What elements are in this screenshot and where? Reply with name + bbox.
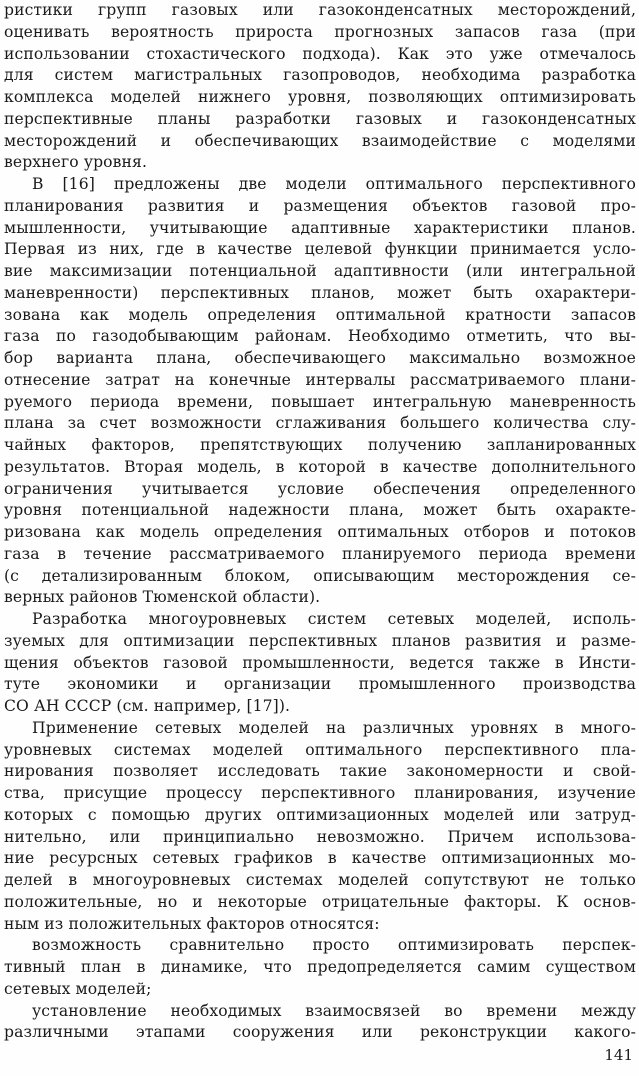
text-line: газа по газодобывающим районам. Необходимо отметить, что вы- xyxy=(4,327,636,346)
text-line: установление необходимых взаимосвязей во времени между xyxy=(32,1001,636,1020)
text-line: чайных факторов, препятствующих получению запланированных xyxy=(4,436,636,454)
text-line: бор варианта плана, обеспечивающего максимально возможное xyxy=(4,349,636,367)
text-line: различными этапами сооружения или реконструкции какого- xyxy=(4,1023,636,1042)
text-line: использовании стохастического подхода). Как это уже отмечалось xyxy=(4,44,636,63)
text-line: ным из положительных факторов относятся: xyxy=(4,914,380,933)
text-line: зуемых для оптимизации перспективных планов развития и разме- xyxy=(4,631,636,650)
text-line: которых с помощью других оптимизационных моделей или затруд- xyxy=(4,805,636,824)
text-line: верных районов Тюменской области). xyxy=(4,588,321,607)
text-line: СО АН СССР (см. например, [17]). xyxy=(4,697,291,715)
text-line: плана за счет возможности сглаживания большего количества слу- xyxy=(4,414,636,433)
text-line: газа в течение рассматриваемого планируемого периода времени xyxy=(4,544,636,563)
text-line: делей в многоуровневых системах моделей сопутствуют не только xyxy=(4,871,636,889)
text-line: маневренности) перспективных планов, может быть охарактери- xyxy=(4,283,636,302)
text-line: верхнего уровня. xyxy=(4,153,148,172)
text-line: щения объектов газовой промышленности, ведется также в Инсти- xyxy=(4,653,636,672)
text-line: возможность сравнительно просто оптимизировать перспек- xyxy=(32,936,636,955)
text-line: ства, присущие процессу перспективного планирования, изучение xyxy=(4,784,636,802)
text-line: положительные, но и некоторые отрицательные факторы. К основ- xyxy=(4,892,636,911)
page-number: 141 xyxy=(604,1046,633,1064)
text-line: уровневых системах моделей оптимального перспективного пла- xyxy=(4,740,636,759)
text-line: нирования позволяет исследовать такие закономерности и свой- xyxy=(4,762,636,781)
text-line: вие максимизации потенциальной адаптивности (или интегральной xyxy=(4,262,636,280)
text-line: отнесение затрат на конечные интервалы рассматриваемого плани- xyxy=(4,370,636,389)
text-line: планирования развития и размещения объектов газовой про- xyxy=(4,196,636,215)
text-line: уровня потенциальной надежности плана, может быть охаракте- xyxy=(4,501,636,520)
text-line: ограничения учитывается условие обеспечения определенного xyxy=(4,479,636,498)
text-line: нительно, или принципиально невозможно. Причем использова- xyxy=(4,827,636,846)
text-line: ристики групп газовых или газоконденсатных месторождений, xyxy=(4,1,636,19)
text-line: сетевых моделей; xyxy=(4,979,152,998)
text-line: Применение сетевых моделей на различных уровнях в много- xyxy=(32,718,636,737)
text-line: зована как модель определения оптимальной кратности запасов xyxy=(4,305,636,324)
text-line: мышленности, учитывающие адаптивные характеристики планов. xyxy=(4,218,636,237)
text-line: для систем магистральных газопроводов, необходима разработка xyxy=(4,66,636,85)
text-line: тивный план в динамике, что предопределяется самим существом xyxy=(4,958,636,976)
text-line: ризована как модель определения оптимальных отборов и потоков xyxy=(4,523,636,541)
text-line: Первая из них, где в качестве целевой функции принимается усло- xyxy=(4,240,636,259)
text-line: комплекса моделей нижнего уровня, позволяющих оптимизировать xyxy=(4,88,636,106)
text-line: (с детализированным блоком, описывающим месторождения се- xyxy=(4,566,636,585)
text-line: оценивать вероятность прироста прогнозных запасов газа (при xyxy=(4,22,636,41)
text-line: месторождений и обеспечивающих взаимодействие с моделями xyxy=(4,131,636,150)
text-line: результатов. Вторая модель, в которой в качестве дополнительного xyxy=(4,457,636,476)
text-line: В [16] предложены две модели оптимального перспективного xyxy=(32,175,636,193)
text-line: Разработка многоуровневых систем сетевых моделей, исполь- xyxy=(32,610,636,628)
text-line: ние ресурсных сетевых графиков в качестве оптимизационных мо- xyxy=(4,849,636,868)
text-line: руемого периода времени, повышает интегральную маневренность xyxy=(4,392,636,411)
text-line: туте экономики и организации промышленного производства xyxy=(4,675,636,694)
body-text xyxy=(4,0,636,1044)
text-line: перспективные планы разработки газовых и газоконденсатных xyxy=(4,109,636,128)
